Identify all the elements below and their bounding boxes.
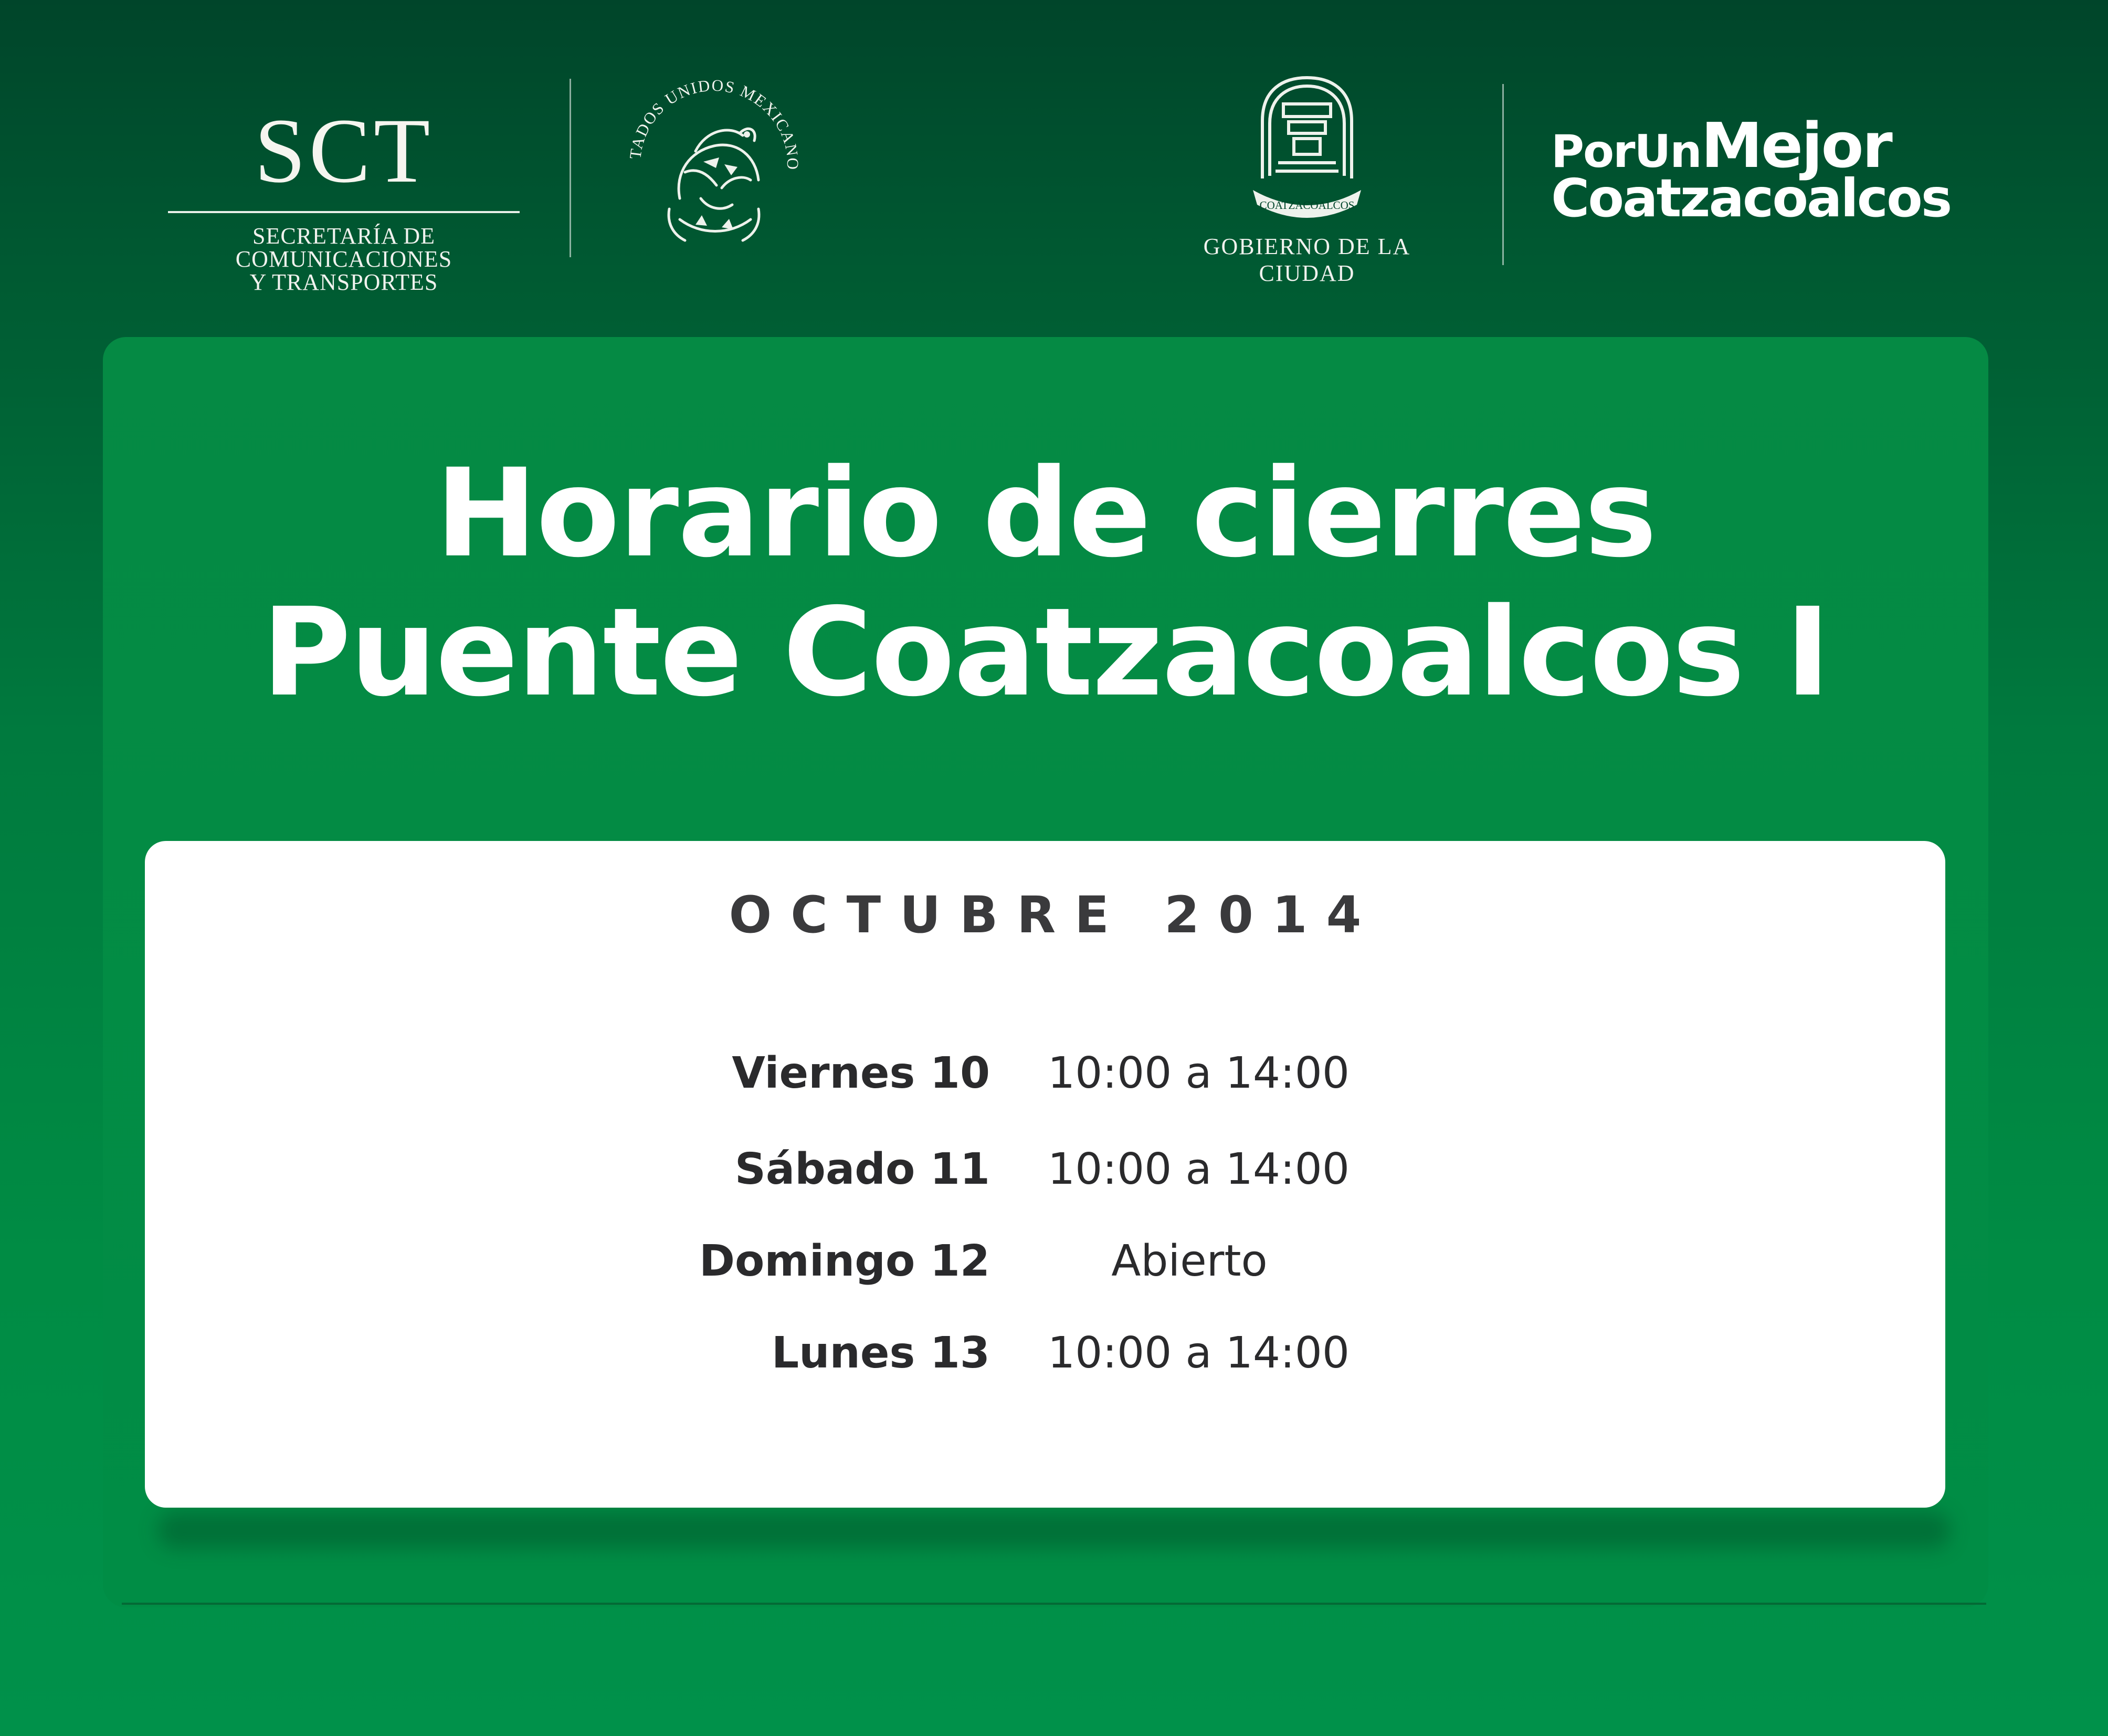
seal-text: TADOS UNIDOS MEXICANO	[626, 76, 803, 171]
svg-text:ESTADOS UNIDOS MEXICANOS	[617, 67, 802, 171]
sct-divider	[168, 211, 520, 213]
schedule-row	[145, 1144, 1945, 1207]
schedule-day: Lunes 13	[771, 1328, 990, 1378]
schedule-time: 10:00 a 14:00	[1048, 1048, 1350, 1098]
slogan-part-un: Un	[1634, 125, 1701, 178]
sct-line-1: SECRETARÍA DE	[252, 223, 436, 249]
city-slogan-logo	[1551, 109, 1951, 229]
schedule-row	[145, 1048, 1945, 1111]
slogan-part-mejor: Mejor	[1701, 109, 1891, 182]
header	[0, 0, 2108, 325]
schedule-day: Domingo 12	[699, 1236, 990, 1286]
schedule-row	[145, 1328, 1945, 1391]
schedule-time: Abierto	[1111, 1236, 1268, 1286]
schedule-row	[145, 1236, 1945, 1299]
sct-acronym: SCT	[254, 100, 434, 202]
schedule-day: Viernes 10	[732, 1048, 990, 1098]
schedule-month: OCTUBRE 2014	[729, 886, 1380, 944]
schedule-time: 10:00 a 14:00	[1048, 1144, 1350, 1194]
city-government-logo	[1155, 73, 1459, 287]
sct-logo	[168, 100, 520, 295]
sct-line-2: COMUNICACIONES	[235, 246, 452, 272]
city-emblem-icon	[1247, 73, 1367, 226]
header-divider-right	[1502, 84, 1504, 265]
page-title-line-2: Puente Coatzacoalcos I	[261, 582, 1830, 723]
bottom-divider	[122, 1603, 1986, 1605]
schedule-time: 10:00 a 14:00	[1048, 1328, 1350, 1378]
card-shadow	[157, 1512, 1951, 1549]
city-emblem-text: COATZACOALCOS	[1259, 199, 1355, 212]
header-divider-left	[570, 79, 571, 257]
slogan-part-por: Por	[1551, 125, 1635, 178]
schedule-card	[145, 841, 1945, 1508]
sct-line-3: Y TRANSPORTES	[249, 269, 438, 295]
city-government-caption: GOBIERNO DE LA CIUDAD	[1203, 234, 1411, 286]
schedule-day: Sábado 11	[734, 1144, 990, 1194]
coat-of-arms-mexico-icon	[617, 67, 811, 261]
slogan-line-2: Coatzacoalcos	[1551, 167, 1951, 229]
page-title-line-1: Horario de cierres	[435, 443, 1656, 584]
